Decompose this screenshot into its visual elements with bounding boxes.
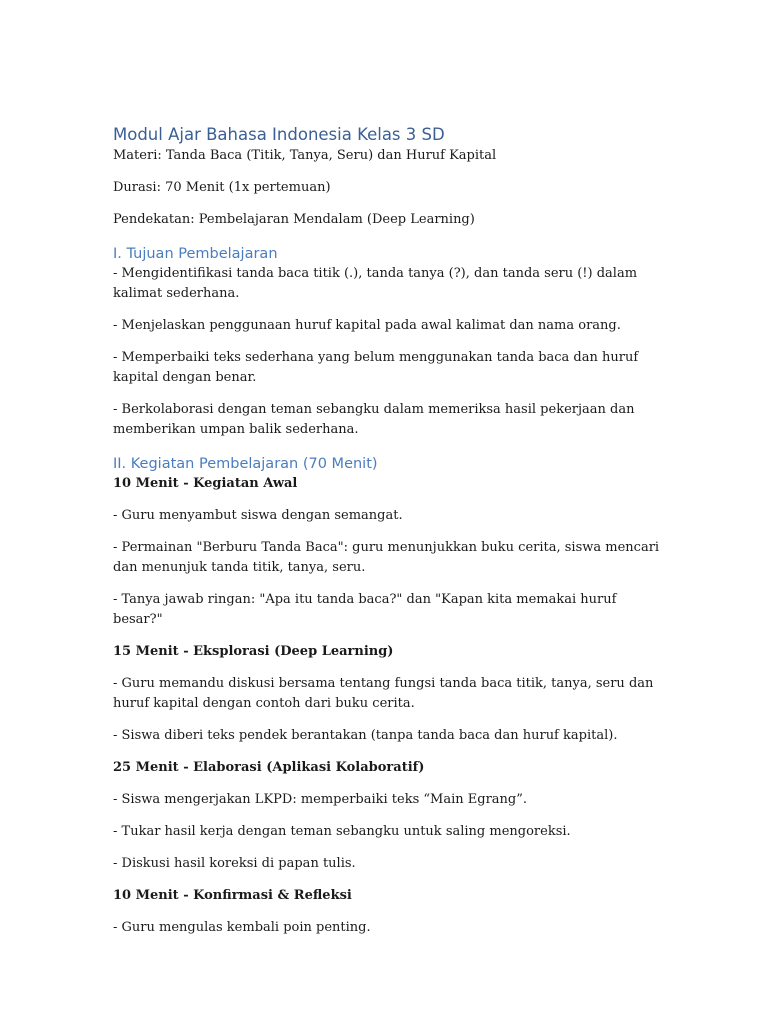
phase-title: 15 Menit - Eksplorasi (Deep Learning) [113, 644, 394, 659]
list-item: - Siswa mengerjakan LKPD: memperbaiki teks “Main Egrang”. [113, 792, 528, 807]
list-item: - Menjelaskan penggunaan huruf kapital pada awal kalimat dan nama orang. [113, 318, 621, 333]
list-item: - Permainan "Berburu Tanda Baca": guru menunjukkan buku cerita, siswa mencari dan menunjuk tanda titik, tanya, seru. [113, 540, 660, 575]
phase-title: 10 Menit - Konfirmasi & Refleksi [113, 888, 352, 903]
meta-durasi: Durasi: 70 Menit (1x pertemuan) [113, 180, 331, 195]
meta-materi: Materi: Tanda Baca (Titik, Tanya, Seru) dan Huruf Kapital [113, 148, 497, 163]
list-item: - Memperbaiki teks sederhana yang belum menggunakan tanda baca dan huruf kapital dengan benar. [113, 350, 639, 385]
list-item: - Guru memandu diskusi bersama tentang fungsi tanda baca titik, tanya, seru dan huruf kapital dengan contoh dari buku cerita. [113, 676, 654, 711]
meta-pendekatan: Pendekatan: Pembelajaran Mendalam (Deep Learning) [113, 212, 475, 227]
phase-title: 10 Menit - Kegiatan Awal [113, 476, 298, 491]
document-title: Modul Ajar Bahasa Indonesia Kelas 3 SD [113, 125, 445, 144]
section-heading-tujuan: I. Tujuan Pembelajaran [113, 246, 278, 262]
phase-title: 25 Menit - Elaborasi (Aplikasi Kolaboratif) [113, 760, 425, 775]
list-item: - Guru mengulas kembali poin penting. [113, 920, 371, 935]
list-item: - Mengidentifikasi tanda baca titik (.), tanda tanya (?), dan tanda seru (!) dalam kalimat sederhana. [113, 266, 638, 301]
list-item: - Berkolaborasi dengan teman sebangku dalam memeriksa hasil pekerjaan dan memberikan umpan balik sederhana. [113, 402, 635, 437]
list-item: - Tanya jawab ringan: "Apa itu tanda baca?" dan "Kapan kita memakai huruf besar?" [113, 592, 617, 627]
section-heading-kegiatan: II. Kegiatan Pembelajaran (70 Menit) [113, 456, 378, 472]
list-item: - Diskusi hasil koreksi di papan tulis. [113, 856, 356, 871]
list-item: - Siswa diberi teks pendek berantakan (tanpa tanda baca dan huruf kapital). [113, 728, 618, 743]
document-page [113, 124, 661, 950]
list-item: - Guru menyambut siswa dengan semangat. [113, 508, 403, 523]
list-item: - Tukar hasil kerja dengan teman sebangku untuk saling mengoreksi. [113, 824, 571, 839]
